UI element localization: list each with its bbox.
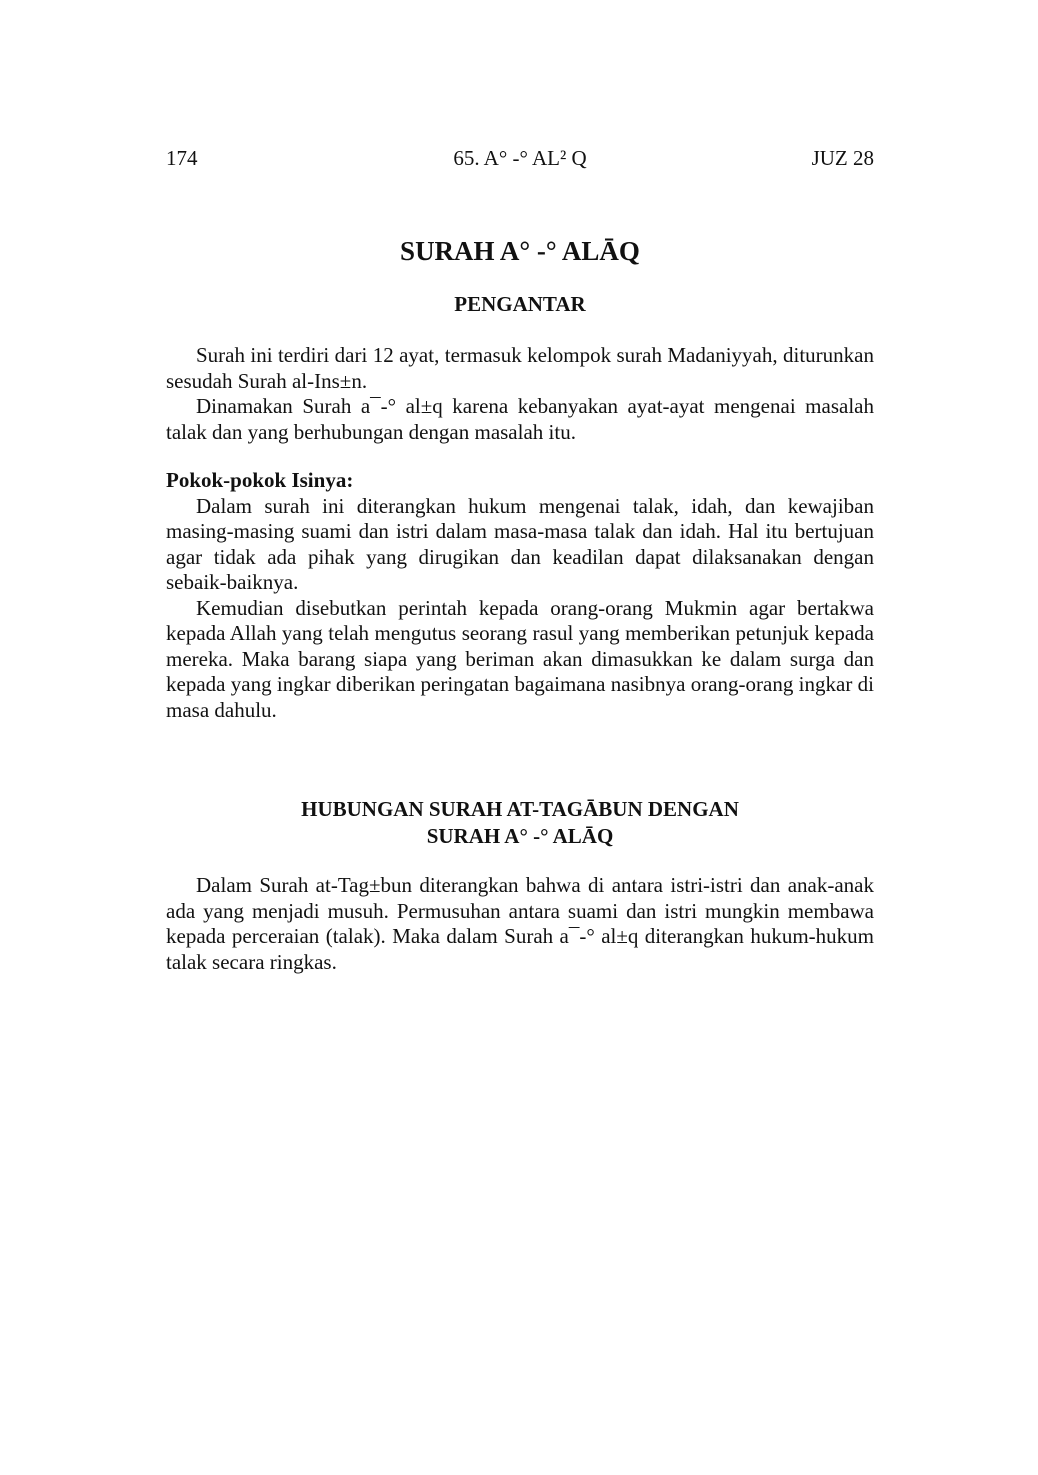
hubungan-heading-line-2: SURAH A° -° ALĀQ (426, 824, 614, 848)
pengantar-heading: PENGANTAR (454, 292, 586, 316)
pokok-heading: Pokok-pokok Isinya: (166, 468, 354, 492)
hubungan-heading-line-1: HUBUNGAN SURAH AT-TAGĀBUN DENGAN (301, 797, 739, 821)
pengantar-paragraph-2: Dinamakan Surah a¯-° al±q karena kebanyakan ayat-ayat mengenai masalah talak dan yang berhubungan dengan masalah itu. (166, 394, 874, 444)
page-number: 174 (166, 146, 198, 170)
hubungan-section (166, 873, 874, 975)
hubungan-paragraph-1: Dalam Surah at-Tag±bun diterangkan bahwa di antara istri-istri dan anak-anak ada yang menjadi musuh. Permusuhan antara suami dan istri mungkin membawa kepada perceraian (talak). Maka dalam Surah a¯-° al±q diterangkan hukum-hukum talak secara ringkas. (166, 873, 874, 974)
running-surah-label: 65. A° -° AL² Q (453, 146, 587, 170)
surah-title: SURAH A° -° ALĀQ (400, 236, 640, 266)
juz-label: JUZ 28 (811, 146, 874, 170)
running-header (166, 145, 874, 171)
pengantar-section (166, 343, 874, 445)
pokok-section (166, 468, 874, 723)
pengantar-paragraph-1: Surah ini terdiri dari 12 ayat, termasuk kelompok surah Madaniyyah, diturunkan sesudah Surah al-Ins±n. (166, 343, 874, 393)
pokok-paragraph-2: Kemudian disebutkan perintah kepada orang-orang Mukmin agar bertakwa kepada Allah yang telah mengutus seorang rasul yang memberikan petunjuk kepada mereka. Maka barang siapa yang beriman akan dimasukkan ke dalam surga dan kepada yang ingkar diberikan peringatan bagaimana nasibnya orang-orang ingkar di masa dahulu. (166, 595, 874, 722)
pokok-paragraph-1: Dalam surah ini diterangkan hukum mengenai talak, idah, dan kewajiban masing-masing suami dan istri dalam masa-masa talak dan idah. Hal itu bertujuan agar tidak ada pihak yang dirugikan dan keadilan dapat dilaksanakan dengan sebaik-baiknya. (166, 493, 874, 594)
